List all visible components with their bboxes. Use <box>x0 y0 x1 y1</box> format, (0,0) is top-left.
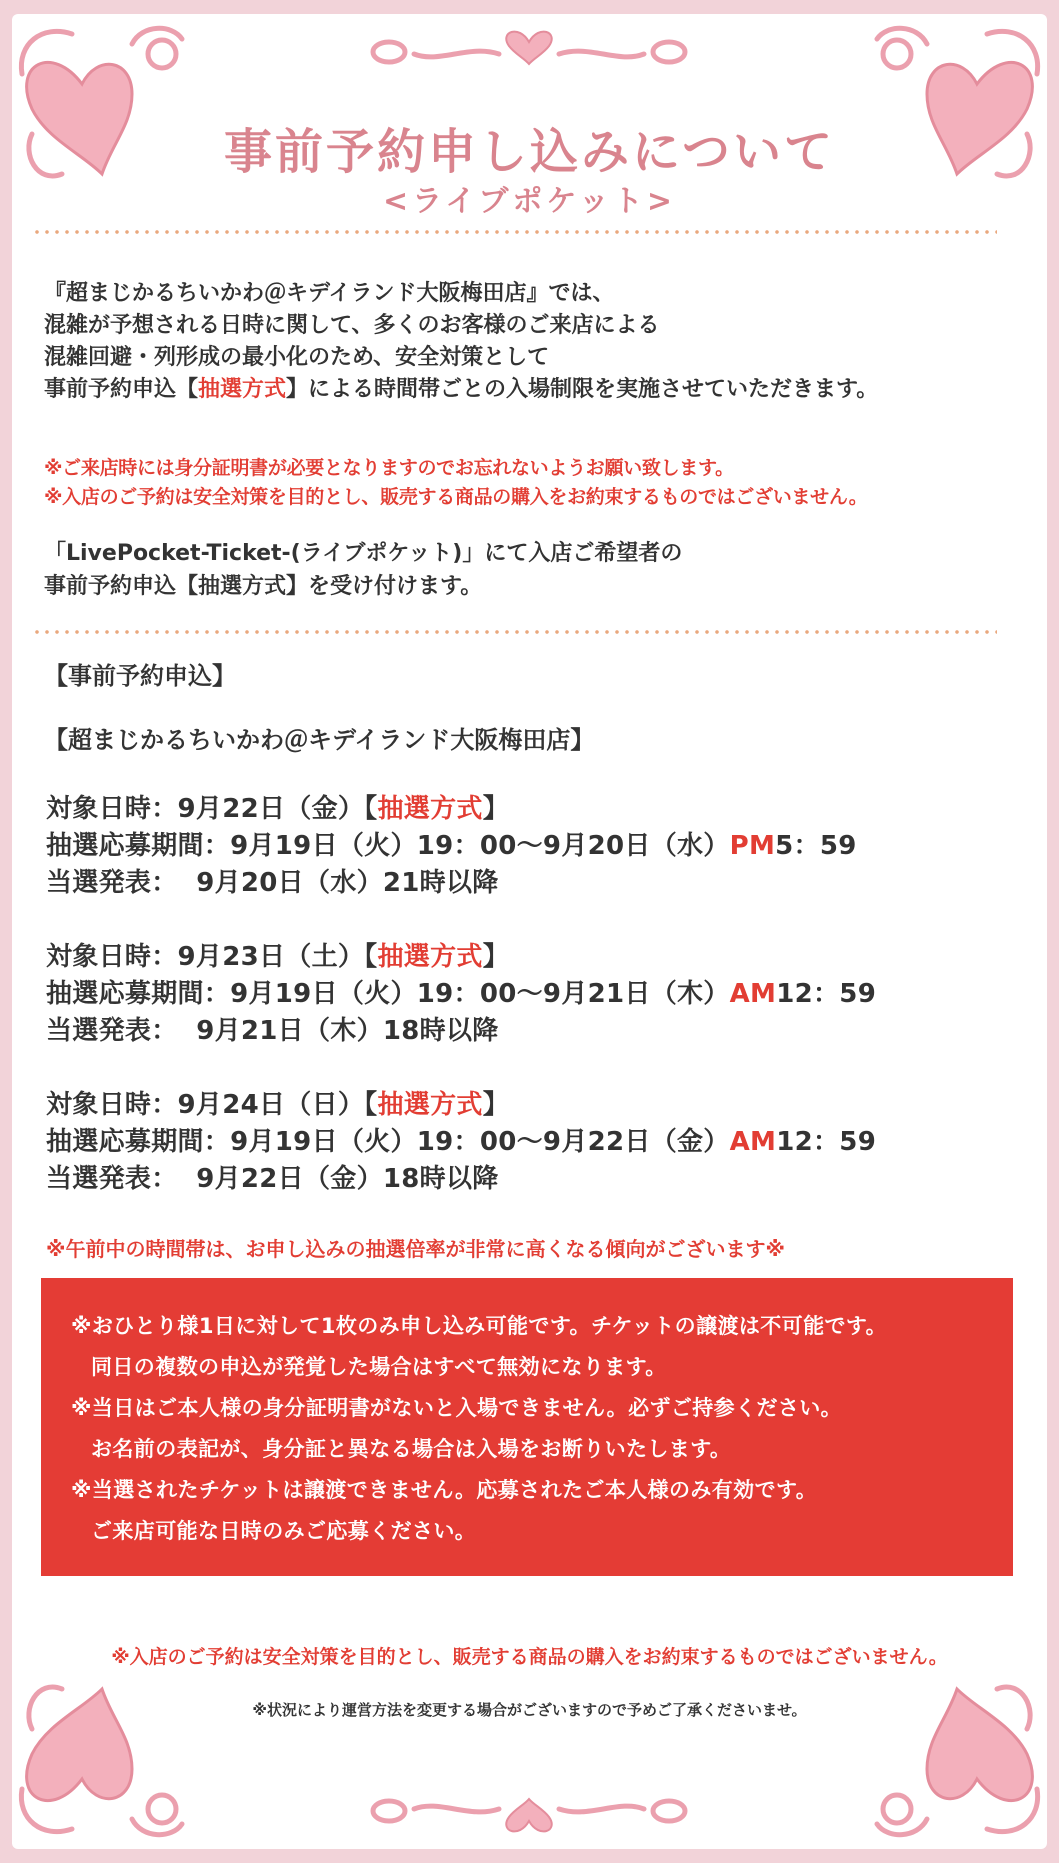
intro-line: 混雑が予想される日時に関して、多くのお客様のご来店による <box>44 313 660 338</box>
warning-line: ※入店のご予約は安全対策を目的とし、販売する商品の購入をお約束するものではございません。 <box>44 486 868 508</box>
event-period-text: 抽選応募期間：9月19日（火）19：00～9月20日（水） <box>46 831 730 861</box>
schedule-event <box>46 791 1026 902</box>
event-period <box>46 828 1026 865</box>
livepocket-line: 事前予約申込【抽選方式】を受け付けます。 <box>44 574 483 599</box>
intro-text: 】による時間帯ごとの入場制限を実施させていただきます。 <box>286 377 879 402</box>
intro-paragraph <box>44 278 1024 406</box>
schedule-headings <box>44 659 1024 757</box>
event-target-text: 】 <box>482 942 509 972</box>
time-meridiem: PM <box>729 831 776 861</box>
event-target <box>46 1087 1026 1124</box>
rule-line: ※おひとり様1日に対して1枚のみ申し込み可能です。チケットの譲渡は不可能です。 <box>71 1314 887 1338</box>
event-period <box>46 976 1026 1013</box>
page-title: 事前予約申し込みについて <box>223 124 836 180</box>
dotted-divider <box>32 630 997 634</box>
schedule-event <box>46 939 1026 1050</box>
lottery-method-label: 抽選方式 <box>377 942 483 972</box>
event-target <box>46 791 1026 828</box>
heart-ornament-bottom-right <box>847 1669 1047 1849</box>
event-period-text: 抽選応募期間：9月19日（火）19：00～9月21日（木） <box>46 979 730 1009</box>
event-period-text: 5：59 <box>775 831 857 861</box>
lottery-method-label: 抽選方式 <box>377 1090 483 1120</box>
event-period-text: 12：59 <box>776 1127 877 1157</box>
heart-ornament-bottom-center <box>369 1789 689 1849</box>
lottery-method-label: 抽選方式 <box>198 377 287 402</box>
intro-line <box>44 374 1024 406</box>
rule-line: ※当選されたチケットは譲渡できません。応募されたご本人様のみ有効です。 <box>71 1478 818 1502</box>
warning-line: ※ご来店時には身分証明書が必要となりますのでお忘れないようお願い致します。 <box>44 457 734 479</box>
schedule-event <box>46 1087 1026 1198</box>
intro-line: 『超まじかるちいかわ＠キデイランド大阪梅田店』では、 <box>44 281 615 306</box>
store-heading: 【超まじかるちいかわ＠キデイランド大阪梅田店】 <box>44 726 595 754</box>
section-heading: 【事前予約申込】 <box>44 662 236 690</box>
rule-line: 同日の複数の申込が発覚した場合はすべて無効になります。 <box>91 1355 667 1379</box>
event-target <box>46 939 1026 976</box>
footer-note: ※状況により運営方法を変更する場合がございますので予めご了承くださいませ。 <box>252 1701 807 1719</box>
title-block <box>12 122 1047 222</box>
rule-line: ※当日はご本人様の身分証明書がないと入場できません。必ずご持参ください。 <box>71 1396 843 1420</box>
heart-ornament-bottom-left <box>12 1669 212 1849</box>
heart-ornament-top-center <box>369 14 689 74</box>
footer-warning: ※入店のご予約は安全対策を目的とし、販売する商品の購入をお約束するものではございません。 <box>111 1646 948 1668</box>
event-target-text: 】 <box>482 1090 509 1120</box>
livepocket-info <box>44 537 1024 603</box>
rule-line: お名前の表記が、身分証と異なる場合は入場をお断りいたします。 <box>91 1437 732 1461</box>
time-meridiem: AM <box>729 1127 777 1157</box>
page-subtitle: <ライブポケット> <box>383 184 676 219</box>
rule-line: ご来店可能な日時のみご応募ください。 <box>91 1519 477 1543</box>
event-period-text: 12：59 <box>776 979 877 1009</box>
warning-notes <box>44 454 1044 512</box>
event-period-text: 抽選応募期間：9月19日（火）19：00～9月22日（金） <box>46 1127 730 1157</box>
event-announce: 当選発表： 9月22日（金）18時以降 <box>46 1164 499 1194</box>
lottery-method-label: 抽選方式 <box>377 794 483 824</box>
event-target-text: 対象日時：9月22日（金）【 <box>46 794 378 824</box>
event-target-text: 】 <box>482 794 509 824</box>
dotted-divider <box>32 230 997 234</box>
event-announce: 当選発表： 9月21日（木）18時以降 <box>46 1016 499 1046</box>
event-target-text: 対象日時：9月23日（土）【 <box>46 942 378 972</box>
event-announce: 当選発表： 9月20日（水）21時以降 <box>46 868 499 898</box>
livepocket-line: 「LivePocket-Ticket-(ライブポケット)」にて入店ご希望者の <box>44 541 683 566</box>
rules-box <box>41 1278 1013 1576</box>
intro-line: 混雑回避・列形成の最小化のため、安全対策として <box>44 345 550 370</box>
time-meridiem: AM <box>729 979 777 1009</box>
intro-text: 事前予約申込【 <box>44 377 199 402</box>
notice-card <box>12 14 1047 1849</box>
event-period <box>46 1124 1026 1161</box>
event-target-text: 対象日時：9月24日（日）【 <box>46 1090 378 1120</box>
lottery-odds-note: ※午前中の時間帯は、お申し込みの抽選倍率が非常に高くなる傾向がございます※ <box>46 1237 785 1261</box>
